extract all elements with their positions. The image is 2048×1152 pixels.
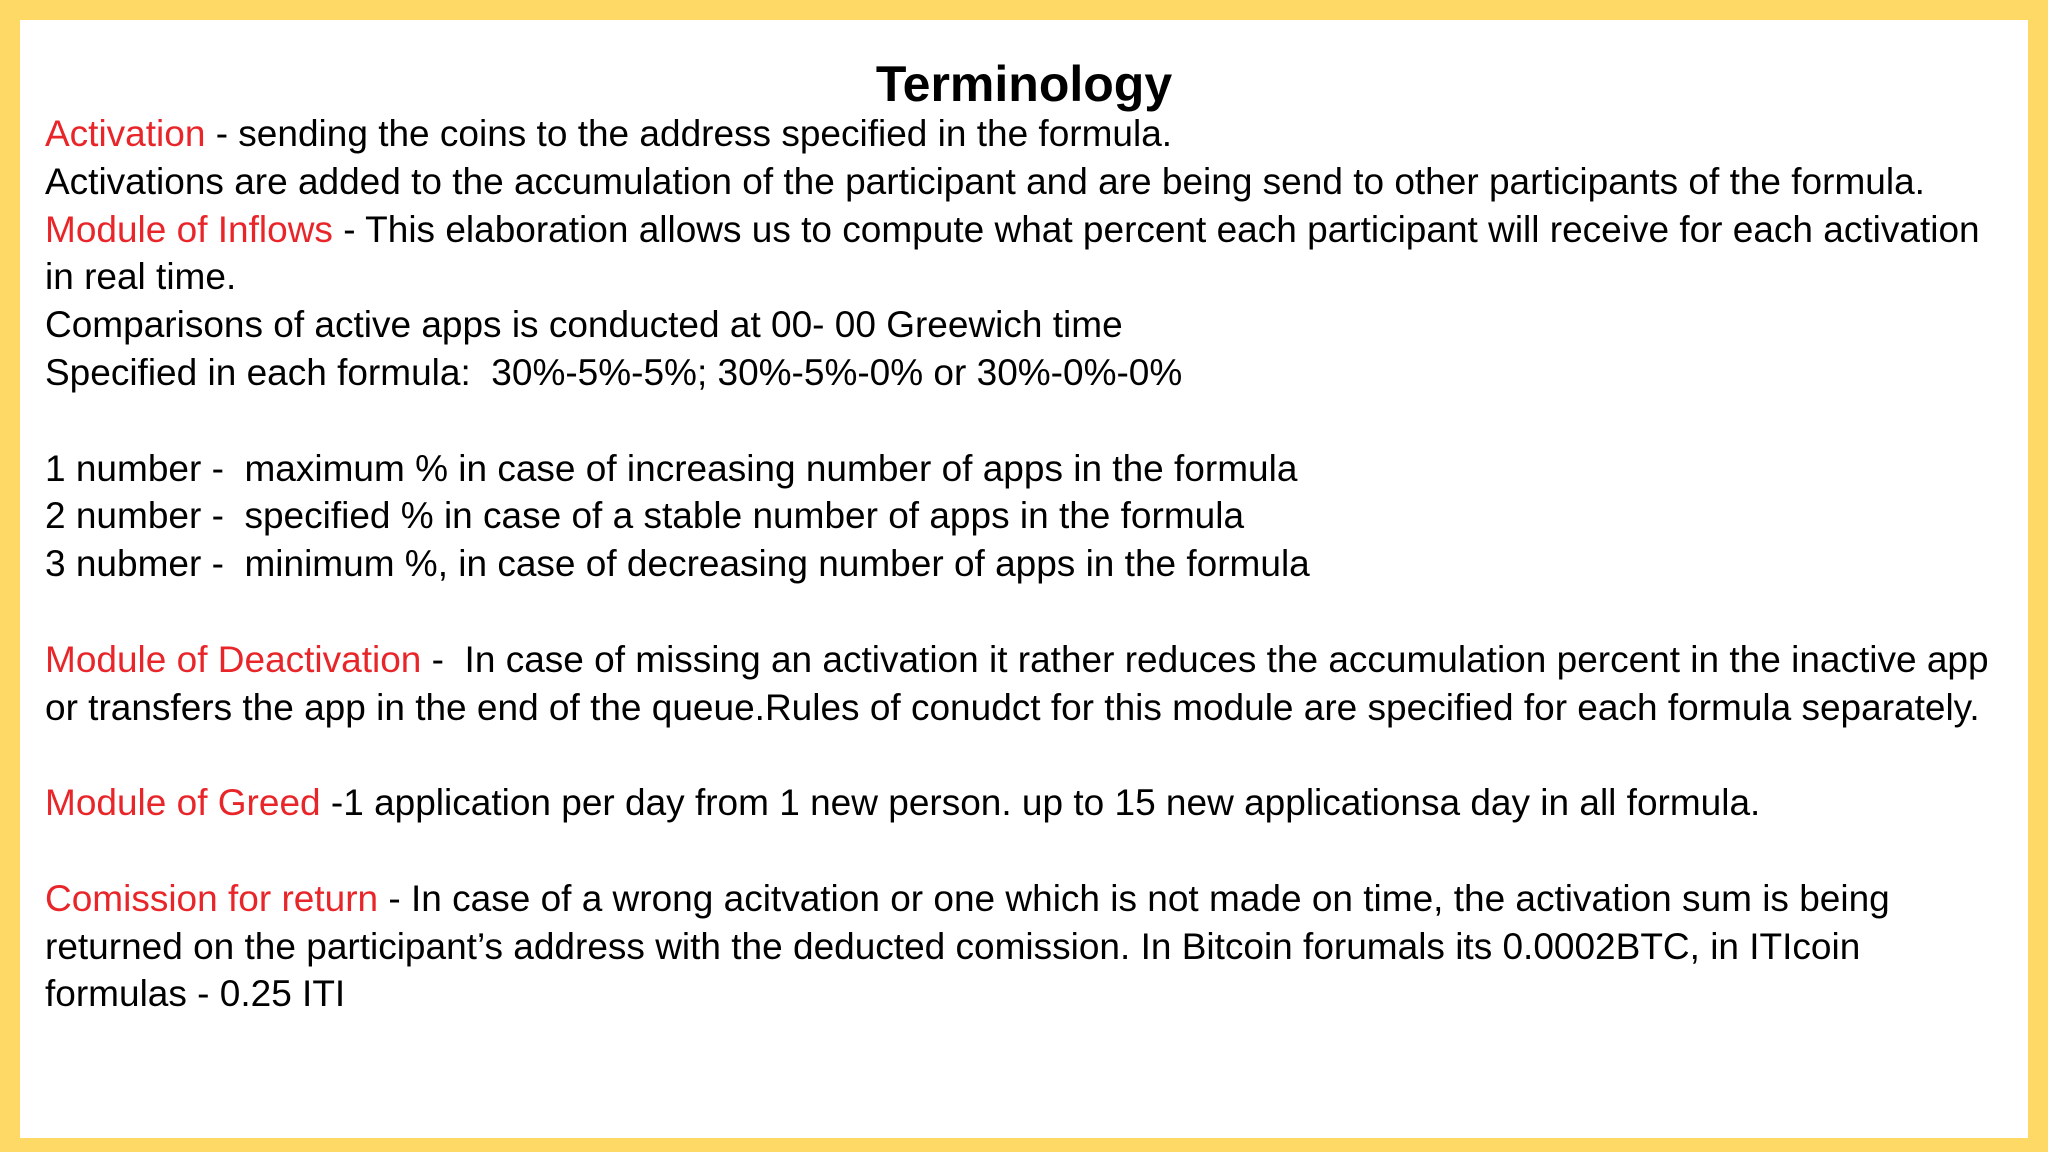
spacer [45,397,2005,445]
number-line-3: 3 nubmer - minimum %, in case of decreasing number of apps in the formula [45,543,1310,585]
term-activation: Activation [45,113,206,154]
comparisons-note: Comparisons of active apps is conducted at 00- 00 Greewich time [45,304,1123,346]
activation-note: Activations are added to the accumulation of the participant and are being send to other participants of the formula. [45,160,1925,202]
comission-definition [45,875,2005,1018]
greed-text: -1 application per day from 1 new person. up to 15 new applicationsa day in all formula. [320,782,1761,824]
number-line-1: 1 number - maximum % in case of increasing number of apps in the formula [45,447,1298,489]
spacer [45,827,2005,875]
activation-text: - sending the coins to the address specified in the formula. [205,113,1173,154]
activation-definition [45,110,2005,158]
term-module-of-greed: Module of Greed [45,782,321,824]
term-module-of-inflows: Module of Inflows [45,208,333,250]
inflows-text: - This elaboration allows us to compute what percent each participant will receive for each activation in real time. [45,208,1990,298]
comission-text: - In case of a wrong acitvation or one which is not made on time, the activation sum is being returned on the participant’s address with the deducted comission. In Bitcoin forumals its 0.0002BTC, in ITIcoin formulas - 0.25 ITI [45,877,1901,1015]
specified-note: Specified in each formula: 30%-5%-5%; 30%-5%-0% or 30%-0%-0% [45,351,1183,393]
deactivation-text: - In case of missing an activation it rather reduces the accumulation percent in the inactive app or transfers the app in the end of the queue.Rules of conudct for this module are specified for each formula separately. [45,638,1999,728]
inflows-definition [45,206,2005,302]
number-line-2: 2 number - specified % in case of a stable number of apps in the formula [45,495,1245,537]
term-comission-for-return: Comission for return [45,877,379,919]
term-module-of-deactivation: Module of Deactivation [45,638,422,680]
page-title: Terminology [875,56,1173,112]
deactivation-definition [45,636,2005,732]
spacer [45,731,2005,779]
slide [20,20,2028,1138]
terminology-content [45,110,2005,1018]
spacer [45,588,2005,636]
greed-definition [45,779,2005,827]
